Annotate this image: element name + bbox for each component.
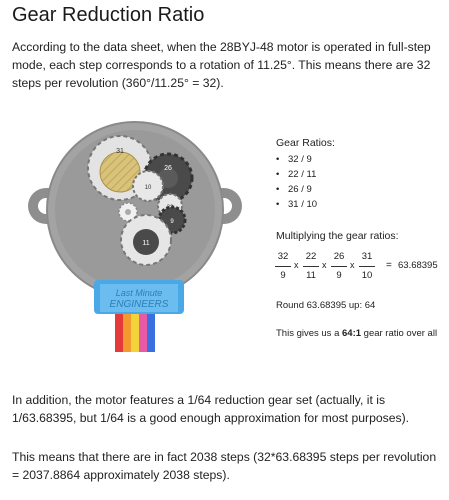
steps-paragraph: This means that there are in fact 2038 steps (32*63.68395 steps per revolution = 2037.8864 approximately 2038 steps).: [12, 450, 437, 482]
stepper-motor-illustration: [20, 110, 250, 360]
gear-label-11: 11: [142, 240, 150, 247]
fraction: [300, 250, 322, 283]
gear-ratio-equation: [272, 250, 442, 286]
intro-paragraph: According to the data sheet, when the 28BYJ-48 motor is operated in full-step mode, each step corresponds to a rotation of 11.25°. This means there are 32 steps per revolution (360°/11.25° = 32).: [12, 40, 431, 90]
reduction-paragraph: In addition, the motor features a 1/64 reduction gear set (actually, it is 1/63.68395, but 1/64 is a good enough approximation for most purposes).: [12, 393, 410, 425]
list-item: • 32 / 9: [276, 152, 317, 167]
fraction: [328, 250, 350, 283]
gives-ratio: 64:1: [342, 328, 362, 339]
numerator: 22: [305, 251, 317, 262]
connector-housing: [94, 280, 184, 314]
denominator: 9: [336, 270, 342, 281]
gear-label-31: 31: [116, 148, 124, 155]
gives-prefix: This gives us a: [276, 328, 342, 339]
watermark-line2: ENGINEERS: [109, 299, 169, 310]
gear-ratios-list: [276, 152, 317, 212]
list-item: • 22 / 11: [276, 167, 317, 182]
gear-label-10: 10: [144, 185, 152, 191]
gear-label-9: 9: [170, 219, 174, 225]
gear-10: [133, 171, 163, 201]
watermark-line1: Last Minute: [115, 288, 163, 298]
list-item: • 26 / 9: [276, 182, 317, 197]
fraction: [356, 250, 378, 283]
round-text: Round 63.68395 up: 64: [276, 300, 376, 311]
denominator: 10: [361, 270, 373, 281]
page-title: Gear Reduction Ratio: [12, 4, 205, 26]
gear-ratios-heading: Gear Ratios:: [276, 137, 335, 149]
numerator: 31: [361, 251, 373, 262]
numerator: 26: [333, 251, 345, 262]
motor-wires: [115, 314, 155, 352]
denominator: 11: [306, 270, 316, 281]
equation-result: 63.68395: [398, 260, 438, 271]
equals-sign: =: [386, 260, 392, 271]
times-sign: x: [350, 260, 355, 270]
multiply-heading: Multiplying the gear ratios:: [276, 230, 399, 242]
times-sign: x: [294, 260, 299, 270]
times-sign: x: [322, 260, 327, 270]
numerator: 32: [277, 251, 289, 262]
fraction: [272, 250, 294, 283]
gear-label-26: 26: [164, 165, 172, 172]
gives-text: [276, 328, 437, 339]
list-item: • 31 / 10: [276, 197, 317, 212]
gives-suffix: gear ratio over all: [361, 328, 438, 339]
denominator: 9: [280, 270, 286, 281]
gear-11: [121, 215, 171, 265]
